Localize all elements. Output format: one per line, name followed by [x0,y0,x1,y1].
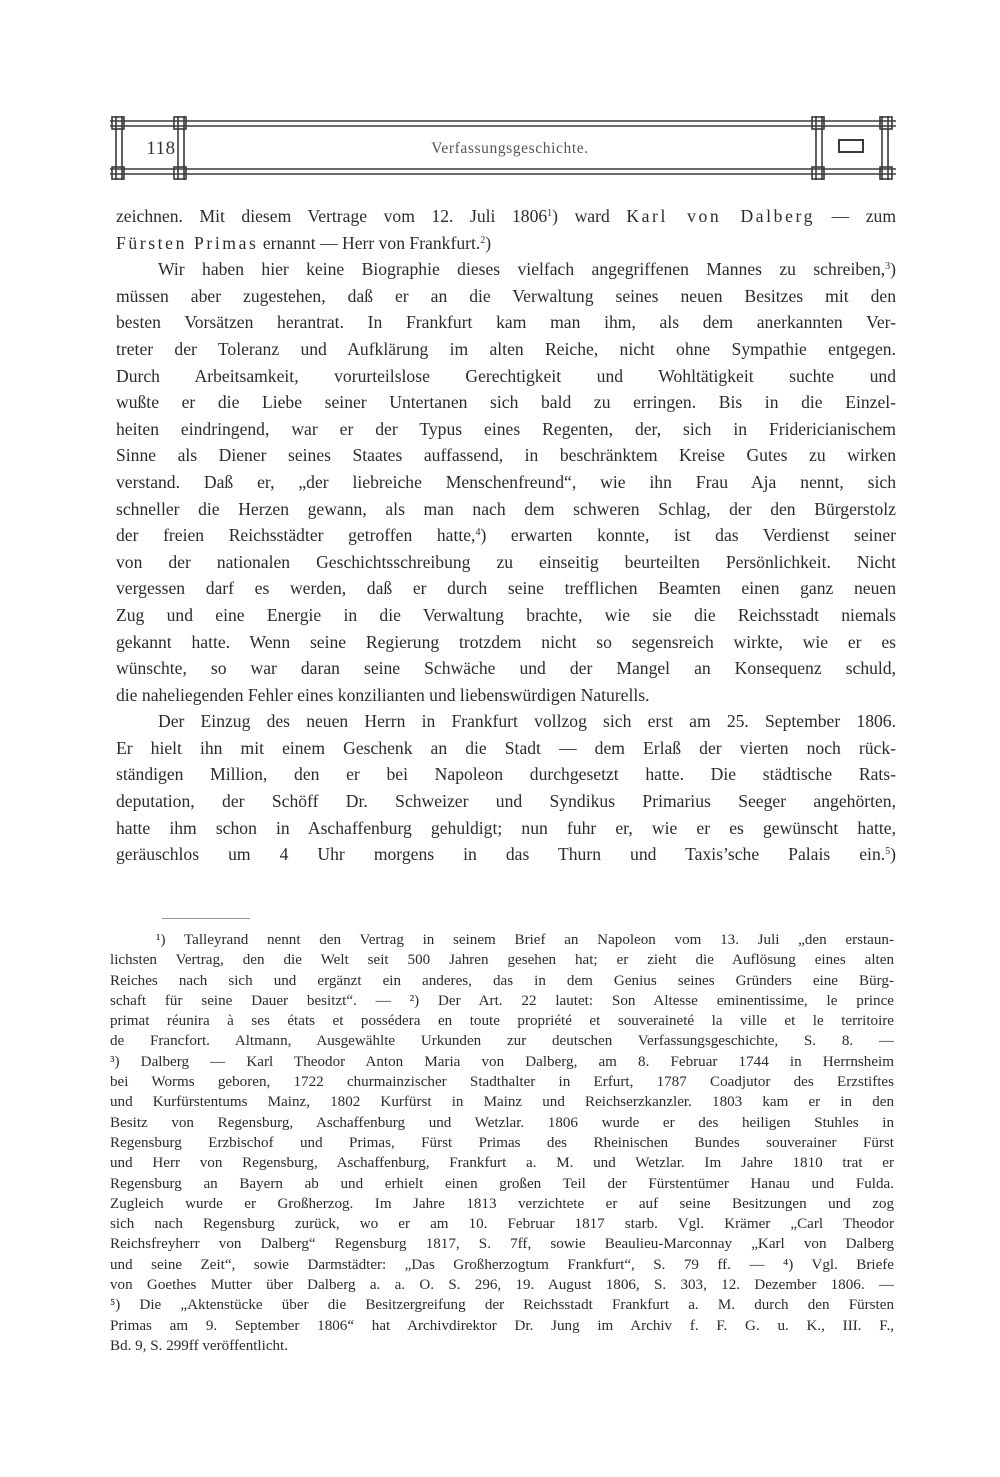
text-line: Zug und eine Energie in die Verwaltung brachte, wie sie die Reichsstadt niemals [116,604,896,625]
text-run: geräuschlos um 4 Uhr morgens in das Thurn und Taxis’sche Palais ein. [116,844,886,865]
text-run: ernannt — Herr von Frankfurt. [258,232,481,253]
text-run: ) [890,259,896,280]
person-name: Karl von Dalberg [626,206,816,226]
text-line: ständigen Million, den er bei Napoleon durchgesetzt hatte. Die städtische Rats- [116,764,896,785]
footnote-line: ³) Dalberg — Karl Theodor Anton Maria von Dalberg, am 8. Februar 1744 in Herrnsheim [110,1053,894,1070]
running-title: Verfassungsgeschichte. [431,140,589,157]
text-line: von der nationalen Geschichtsschreibung zu einseitig beurteilten Persönlichkeit. Nicht [116,551,896,572]
text-run: der freien Reichsstädter getroffen hatte, [116,525,476,546]
text-line [116,256,896,283]
footnote-line: lichsten Vertrag, den die Welt seit 500 Jahren gesehen hat; er zieht die Auflösung eines alten [110,952,894,969]
footnote-line: Reiches nach sich und ergänzt ein anderes, das in dem Genius seines Gründers eine Bürg- [110,972,894,989]
footnote-line: de Francfort. Altmann, Ausgewählte Urkunden zur deutschen Verfassungsgeschichte, S. 8. — [110,1033,894,1050]
main-text [116,203,896,868]
text-line: treter der Toleranz und Aufklärung im alten Reiche, nicht ohne Sympathie entgegen. [116,338,896,359]
footnote-divider [162,918,250,919]
footnote-line: Regensburg an Bayern ab und erhielt einen großen Teil der Fürstentümer Hanau und Fulda. [110,1175,894,1192]
text-line: Er hielt ihn mit einem Geschenk an die Stadt — dem Erlaß der vierten noch rück- [116,737,896,758]
text-run: ) [485,232,492,253]
running-header [110,116,896,180]
page-number: 118 [146,138,176,159]
text-run: ) [890,844,896,865]
text-run: zeichnen. Mit diesem Vertrage vom 12. Juli 1806 [116,206,548,226]
footnote-line: Besitz von Regensburg, Aschaffenburg und Wetzlar. 1806 wurde er des heiligen Stuhles in [110,1114,894,1131]
footnote-line: und Kurfürstentums Mainz, 1802 Kurfürst in Mainz und Reichserzkanzler. 1803 kam er in den [110,1094,894,1111]
title-name: Fürsten Primas [116,232,259,253]
footnote-ref: 4 [475,527,481,539]
text-line: hatte ihm schon in Aschaffenburg gehuldigt; nun fuhr er, wie er es gewünscht hatte, [116,817,896,838]
text-line: Der Einzug des neuen Herrn in Frankfurt vollzog sich erst am 25. September 1806. [158,711,896,732]
text-line [116,841,896,868]
footnote-line: und Herr von Regensburg, Aschaffenburg, Frankfurt a. M. und Wetzlar. Im Jahre 1810 trat er [110,1155,894,1172]
text-line: gekannt hatte. Wenn seine Regierung trotzdem nicht so segensreich wirkte, wie er es [116,631,896,652]
footnote-line: und seine Zeit“, sowie Darmstädter: „Das Großherzogtum Frankfurt“, S. 79 ff. — ⁴) Vgl. Briefe [110,1256,894,1273]
text-line: deputation, der Schöff Dr. Schweizer und Syndikus Primarius Seeger angehörten, [116,791,896,812]
text-line [116,230,896,257]
text-line: Durch Arbeitsamkeit, vorurteilslose Gerechtigkeit und Wohltätigkeit suchte und [116,365,896,386]
text-line: Sinne als Diener seines Staates auffassend, in beschränktem Kreise Gutes zu wirken [116,445,896,466]
text-line: wußte er die Liebe seiner Untertanen sich bald zu erringen. Bis in die Einzel- [116,392,896,413]
text-line [116,522,896,549]
footnote-line: Regensburg Erzbischof und Primas, Fürst Primas des Rheinischen Bundes souverainer Fürst [110,1134,894,1151]
footnote-line: Primas am 9. September 1806“ hat Archivdirektor Dr. Jung im Archiv f. F. G. u. K., III. F., [110,1317,894,1334]
footnote-ref: 1 [547,208,553,219]
footnote-line: ⁵) Die „Aktenstücke über die Besitzergreifung der Reichsstadt Frankfurt a. M. durch den Fürsten [110,1297,894,1314]
text-run: Wir haben hier keine Biographie dieses vielfach angegriffenen Mannes zu schreiben, [158,259,886,280]
footnote-line: Reichsfreyherr von Dalberg“ Regensburg 1817, S. 7ff, sowie Beaulieu-Marconnay „Karl von Dalberg [110,1236,894,1253]
paragraph-2 [116,256,896,708]
footnote-line: Zugleich wurde er Großherzog. Im Jahre 1813 verzichtete er auf seine Besitzungen und zog [110,1195,894,1212]
text-line: müssen aber zugestehen, daß er an die Verwaltung seines neuen Besitzes mit den [116,285,896,306]
paragraph-1 [116,203,896,256]
footnote-line: von Goethes Mutter über Dalberg a. a. O. S. 296, 19. August 1806, S. 303, 12. Dezember 1806. — [110,1277,894,1294]
text-line: wünschte, so war daran seine Schwäche und der Mangel an Konsequenz schuld, [116,658,896,679]
footnote-line: primat réunira à ses états et possédera en toute propriété et souveraineté la ville et le territoire [110,1013,894,1030]
footnote-line: ¹) Talleyrand nennt den Vertrag in seinem Brief an Napoleon vom 13. Juli „den erstaun- [156,932,894,948]
text-line: die naheliegenden Fehler eines konzilianten und liebenswürdigen Naturells. [116,684,650,705]
text-line: heiten eindringend, war er der Typus eines Regenten, der, sich in Fridericianischem [116,418,896,439]
paragraph-3 [116,708,896,868]
text-line: schneller die Herzen gewann, als man nach dem schweren Schlag, der den Bürgerstolz [116,498,896,519]
text-run: ) erwarten konnte, ist das Verdienst seiner [480,525,896,546]
footnote-ref: 3 [885,261,891,273]
text-run: ) ward [552,206,627,226]
footnote-line: Bd. 9, S. 299ff veröffentlicht. [110,1337,289,1354]
text-run: — zum [815,206,897,226]
footnote-ref: 5 [885,846,891,858]
footnote-ref: 2 [480,234,486,246]
footnote-line: sich nach Regensburg zurück, wo er am 10. Februar 1817 starb. Vgl. Krämer „Carl Theodor [110,1216,894,1233]
text-line: verstand. Daß er, „der liebreiche Menschenfreund“, wie ihn Frau Aja nennt, sich [116,471,896,492]
footnote-line: bei Worms geboren, 1722 churmainzischer Stadthalter in Erfurt, 1787 Coadjutor des Erzstiftes [110,1074,894,1091]
text-line [116,203,896,230]
footnote-line: schaft für seine Dauer besitzt“. — ²) Der Art. 22 lautet: Son Altesse eminentissime, le prince [110,992,894,1009]
footnotes [110,930,894,1356]
text-line: vergessen darf es werden, daß er durch seine trefflichen Beamten einen ganz neuen [116,578,896,599]
text-line: besten Vorsätzen herantrat. In Frankfurt kam man ihm, als dem anerkannten Ver- [116,312,896,333]
